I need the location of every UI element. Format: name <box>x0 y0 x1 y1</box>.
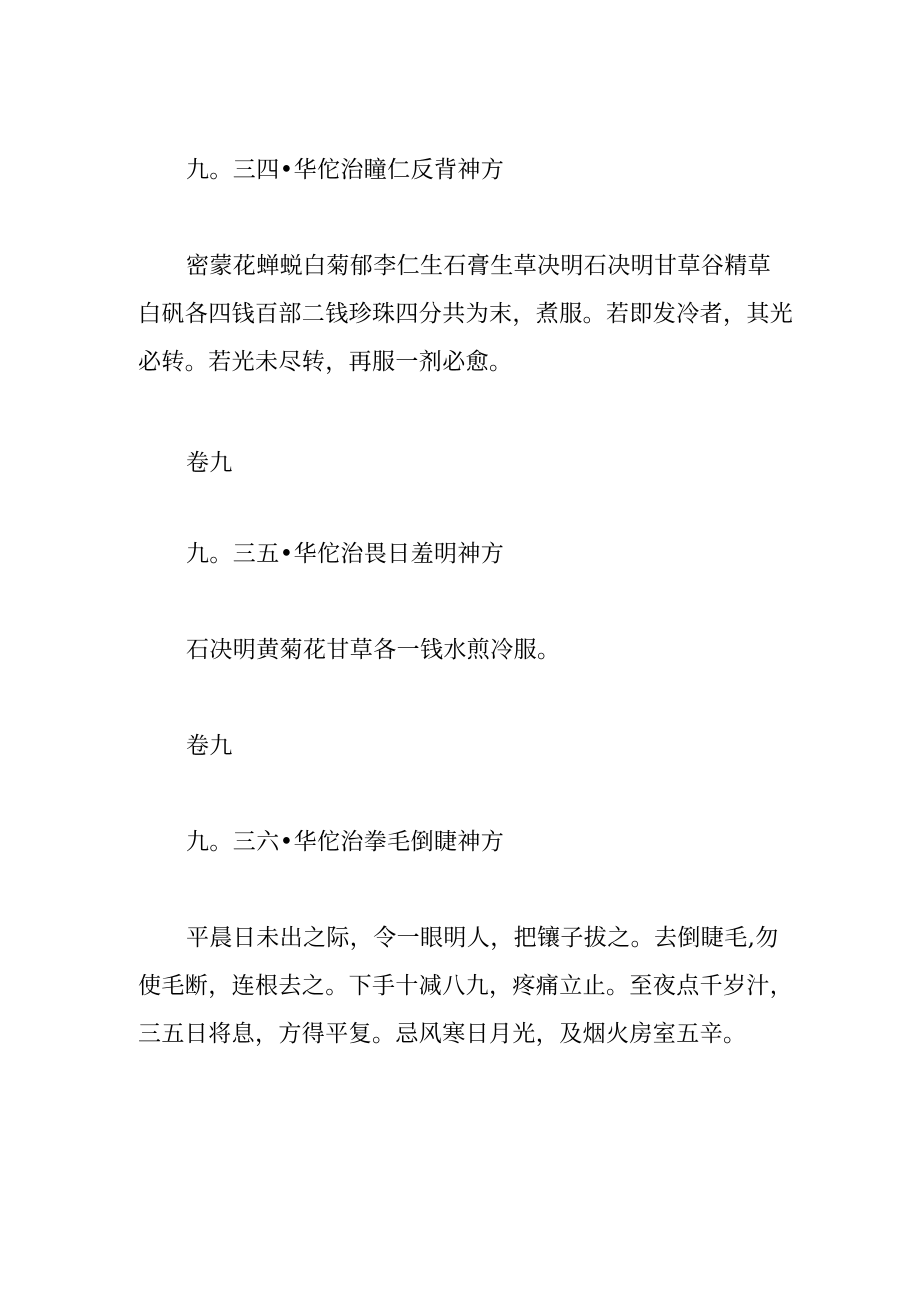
paragraph-9-36-line-1: 平晨日未出之际，令一眼明人，把镶子拔之。去倒睫毛,勿 <box>186 925 779 951</box>
section-heading-9-34: 九。三四•华佗治瞳仁反背神方 <box>186 157 505 183</box>
paragraph-9-35: 石决明黄菊花甘草各一钱水煎冷服。 <box>186 637 561 663</box>
section-heading-9-36: 九。三六•华佗治拳毛倒睫神方 <box>186 829 505 855</box>
paragraph-9-36-line-3: 三五日将息，方得平复。忌风寒日月光，及烟火房室五辛。 <box>138 1021 747 1047</box>
volume-label: 卷九 <box>186 450 233 476</box>
volume-label: 卷九 <box>186 733 233 759</box>
paragraph-9-34-line-3: 必转。若光未尽转，再服一剂必愈。 <box>138 349 513 375</box>
paragraph-9-34-line-1: 密蒙花蝉蜕白菊郁李仁生石膏生草决明石决明甘草谷精草 <box>186 253 771 279</box>
paragraph-9-36-line-2: 使毛断，连根去之。下手十减八九，疼痛立止。至夜点千岁汁， <box>138 973 794 999</box>
paragraph-9-34-line-2: 白矾各四钱百部二钱珍珠四分共为末，煮服。若即发冷者，其光 <box>138 301 794 327</box>
section-heading-9-35: 九。三五•华佗治畏日羞明神方 <box>186 541 505 567</box>
